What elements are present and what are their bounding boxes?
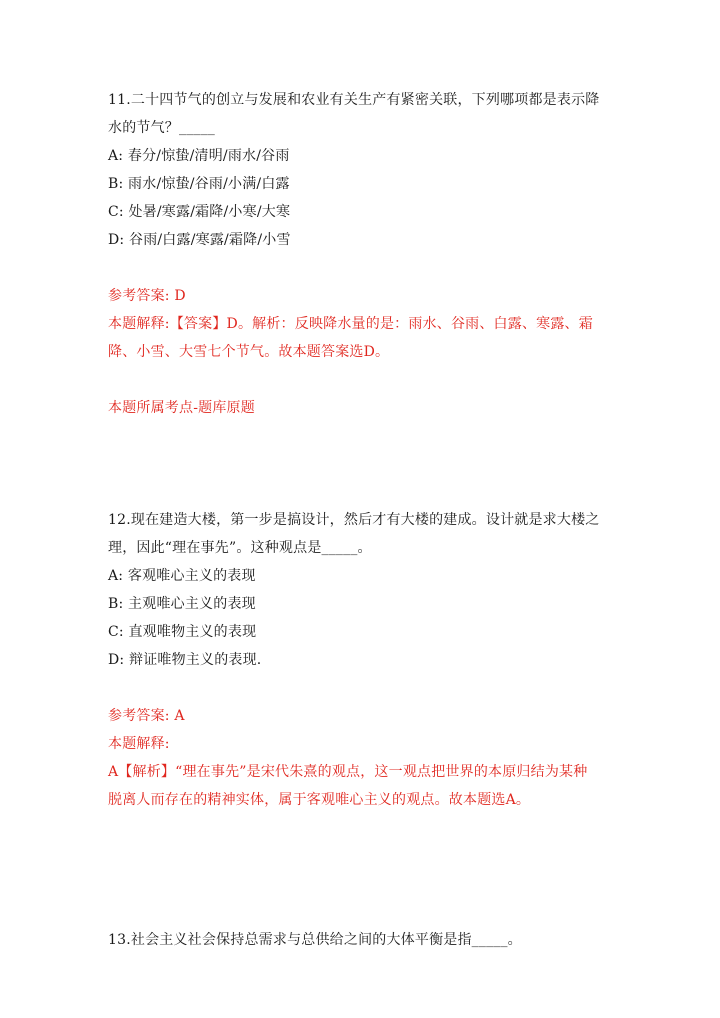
question-11	[108, 86, 628, 422]
question-12	[108, 506, 628, 814]
question-12-option-d: D: 辩证唯物主义的表现.	[108, 652, 262, 668]
question-12-option-c: C: 直观唯物主义的表现	[108, 624, 257, 640]
question-11-explanation-line-2: 降、小雪、大雪七个节气。故本题答案选D。	[108, 344, 390, 360]
spacer	[108, 814, 628, 898]
question-12-option-b: B: 主观唯心主义的表现	[108, 596, 256, 612]
question-12-answer: 参考答案: A	[108, 708, 185, 724]
question-13-stem-line-1: 13.社会主义社会保持总需求与总供给之间的大体平衡是指_____。	[108, 932, 522, 948]
question-11-option-a: A: 春分/惊蛰/清明/雨水/谷雨	[108, 148, 290, 164]
spacer	[108, 422, 628, 506]
document-page	[108, 86, 628, 954]
question-13	[108, 926, 628, 954]
question-12-explanation-line-1: A【解析】“理在事先”是宋代朱熹的观点，这一观点把世界的本原归结为某种	[108, 764, 588, 780]
question-11-option-d: D: 谷雨/白露/寒露/霜降/小雪	[108, 232, 291, 248]
question-12-stem-line-1: 12.现在建造大楼，第一步是搞设计，然后才有大楼的建成。设计就是求大楼之	[108, 512, 600, 528]
question-12-stem-line-2: 理，因此“理在事先”。这种观点是_____。	[108, 540, 372, 556]
question-12-explanation-label: 本题解释:	[108, 736, 170, 752]
question-11-option-b: B: 雨水/惊蛰/谷雨/小满/白露	[108, 176, 290, 192]
question-11-explanation-line-1: 本题解释:【答案】D。解析：反映降水量的是：雨水、谷雨、白露、寒露、霜	[108, 316, 593, 332]
spacer	[108, 254, 628, 282]
question-11-stem-line-1: 11.二十四节气的创立与发展和农业有关生产有紧密关联，下列哪项都是表示降	[108, 92, 600, 108]
spacer	[108, 366, 628, 394]
question-11-option-c: C: 处暑/寒露/霜降/小寒/大寒	[108, 204, 291, 220]
question-12-option-a: A: 客观唯心主义的表现	[108, 568, 256, 584]
question-11-stem-line-2: 水的节气？_____	[108, 120, 215, 136]
question-12-explanation-line-2: 脱离人而存在的精神实体，属于客观唯心主义的观点。故本题选A。	[108, 792, 531, 808]
question-11-answer: 参考答案: D	[108, 288, 186, 304]
question-11-source: 本题所属考点-题库原题	[108, 400, 255, 416]
spacer	[108, 898, 628, 926]
spacer	[108, 674, 628, 702]
